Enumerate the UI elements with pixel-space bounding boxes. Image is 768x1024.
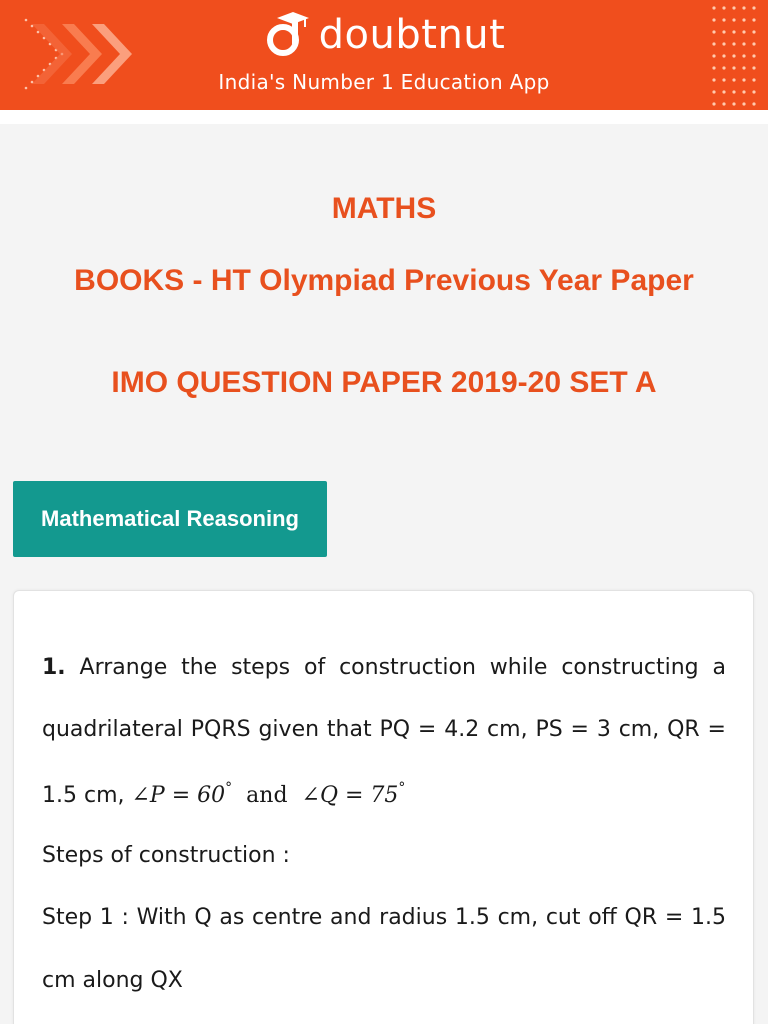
steps-heading: Steps of construction : bbox=[42, 843, 290, 868]
brand-name: doubtnut bbox=[318, 12, 506, 58]
and-word: and bbox=[246, 783, 288, 808]
app-header bbox=[0, 0, 768, 110]
question-line-3 bbox=[42, 780, 726, 808]
chapter-button[interactable]: Mathematical Reasoning bbox=[13, 481, 327, 557]
question-number: 1. bbox=[42, 655, 66, 680]
subject-title: MATHS bbox=[331, 192, 437, 225]
step-1-line-1: Step 1 : With Q as centre and radius 1.5 cm, cut off QR = 1.5 bbox=[42, 905, 726, 930]
angle-p-expression: ∠P = 60° bbox=[131, 780, 233, 808]
header-divider bbox=[0, 110, 768, 124]
question-line-1 bbox=[42, 655, 726, 680]
question-card bbox=[13, 590, 754, 1024]
step-1-line-2: cm along QX bbox=[42, 968, 183, 993]
dot-pattern-icon bbox=[704, 0, 768, 110]
book-title: BOOKS - HT Olympiad Previous Year Paper bbox=[74, 264, 694, 297]
question-line-2: quadrilateral PQRS given that PQ = 4.2 cm, PS = 3 cm, QR = bbox=[42, 717, 726, 742]
paper-title: IMO QUESTION PAPER 2019-20 SET A bbox=[111, 366, 657, 399]
brand-logo-row[interactable] bbox=[263, 10, 506, 60]
brand-tagline: India's Number 1 Education App bbox=[218, 70, 550, 94]
question-text-3: 1.5 cm, bbox=[42, 783, 125, 808]
brand-block bbox=[0, 10, 768, 94]
question-text-1: Arrange the steps of construction while constructing a bbox=[79, 655, 726, 680]
doubtnut-logo-icon bbox=[263, 10, 313, 60]
angle-q-expression: ∠Q = 75° bbox=[301, 780, 406, 808]
